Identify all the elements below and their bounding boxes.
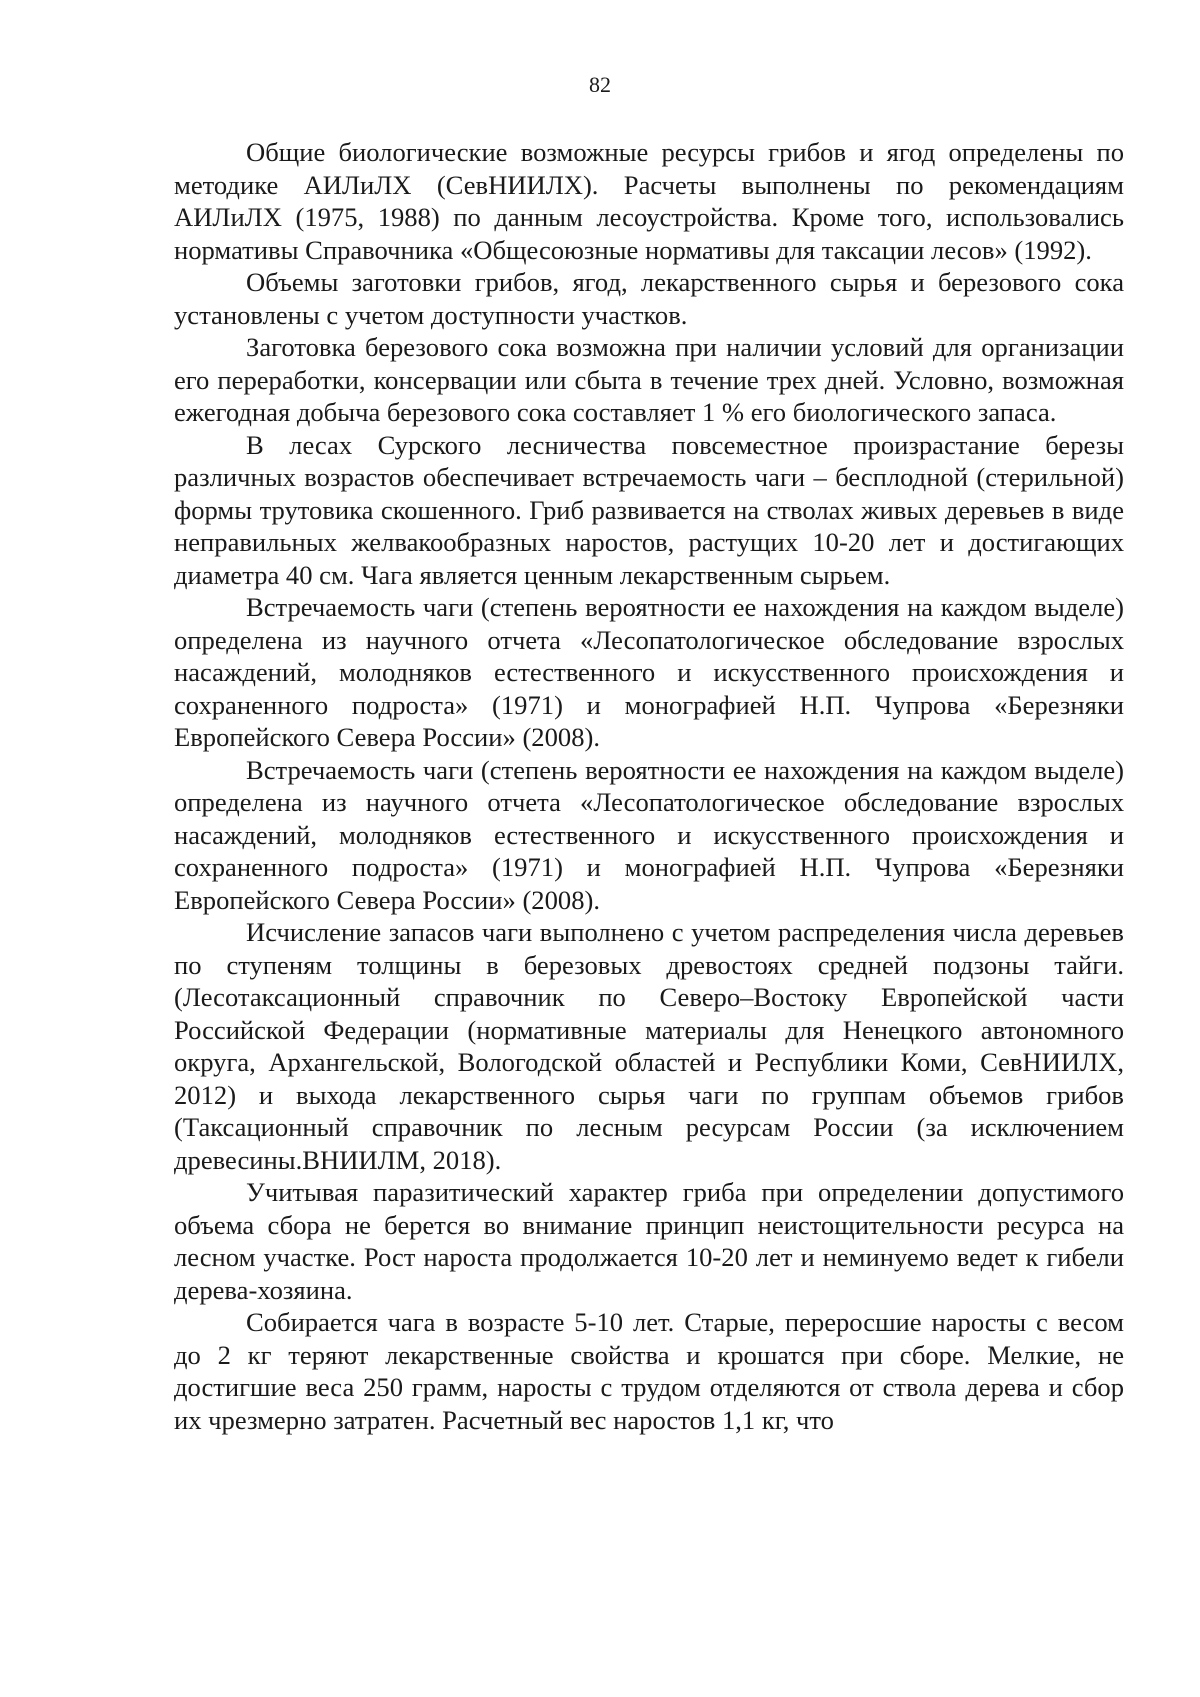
paragraph-chaga-reserves: Исчисление запасов чаги выполнено с учетом распределения числа деревьев по ступеням толщины в березовых древостоях средней подзоны тайги. (Лесотаксационный справочник по Северо–Востоку Европейской части Российской Федерации (нормативные материалы для Ненецкого автономного округа, Архангельской, Вологодской областей и Республики Коми, СевНИИЛХ, 2012) и выхода лекарственного сырья чаги по группам объемов грибов (Таксационный справочник по лесным ресурсам России (за исключением древесины.ВНИИЛМ, 2018). xyxy=(174,917,1124,1175)
paragraph-harvest-volumes: Объемы заготовки грибов, ягод, лекарственного сырья и березового сока установлены с учетом доступности участков. xyxy=(174,267,1124,330)
paragraph-chaga-source: Встречаемость чаги (степень вероятности ее нахождения на каждом выделе) определена из научного отчета «Лесопатологическое обследование взрослых насаждений, молодняков естественного и искусственного происхождения и сохраненного подроста» (1971) и монографией Н.П. Чупрова «Березняки Европейского Севера России» (2008). xyxy=(174,592,1124,752)
paragraph-birch-sap: Заготовка березового сока возможна при наличии условий для организации его переработки, консервации или сбыта в течение трех дней. Условно, возможная ежегодная добыча березового сока составляет 1 % его биологического запаса. xyxy=(174,332,1124,427)
document-body xyxy=(174,136,1124,1436)
page-number: 82 xyxy=(589,72,611,97)
paragraph-chaga-collection: Собирается чага в возрасте 5-10 лет. Старые, переросшие наросты с весом до 2 кг теряют лекарственные свойства и крошатся при сборе. Мелкие, не достигшие веса 250 грамм, наросты с трудом отделяются от ствола дерева и сбор их чрезмерно затратен. Расчетный вес наростов 1,1 кг, что xyxy=(174,1307,1124,1435)
paragraph-parasitic-nature: Учитывая паразитический характер гриба при определении допустимого объема сбора не берется во внимание принцип неистощительности ресурса на лесном участке. Рост нароста продолжается 10-20 лет и неминуемо ведет к гибели дерева-хозяина. xyxy=(174,1177,1124,1305)
paragraph-chaga-source-repeat: Встречаемость чаги (степень вероятности ее нахождения на каждом выделе) определена из научного отчета «Лесопатологическое обследование взрослых насаждений, молодняков естественного и искусственного происхождения и сохраненного подроста» (1971) и монографией Н.П. Чупрова «Березняки Европейского Севера России» (2008). xyxy=(174,754,1124,915)
paragraph-chaga-occurrence: В лесах Сурского лесничества повсеместное произрастание березы различных возрастов обеспечивает встречаемость чаги – бесплодной (стерильной) формы трутовика скошенного. Гриб развивается на стволах живых деревьев в виде неправильных желвакообразных наростов, растущих 10-20 лет и достигающих диаметра 40 см. Чага является ценным лекарственным сырьем. xyxy=(174,429,1124,590)
paragraph-resources-method: Общие биологические возможные ресурсы грибов и ягод определены по методике АИЛиЛХ (СевНИИЛХ). Расчеты выполнены по рекомендациям АИЛиЛХ (1975, 1988) по данным лесоустройства. Кроме того, использовались нормативы Справочника «Общесоюзные нормативы для таксации лесов» (1992). xyxy=(174,137,1124,265)
